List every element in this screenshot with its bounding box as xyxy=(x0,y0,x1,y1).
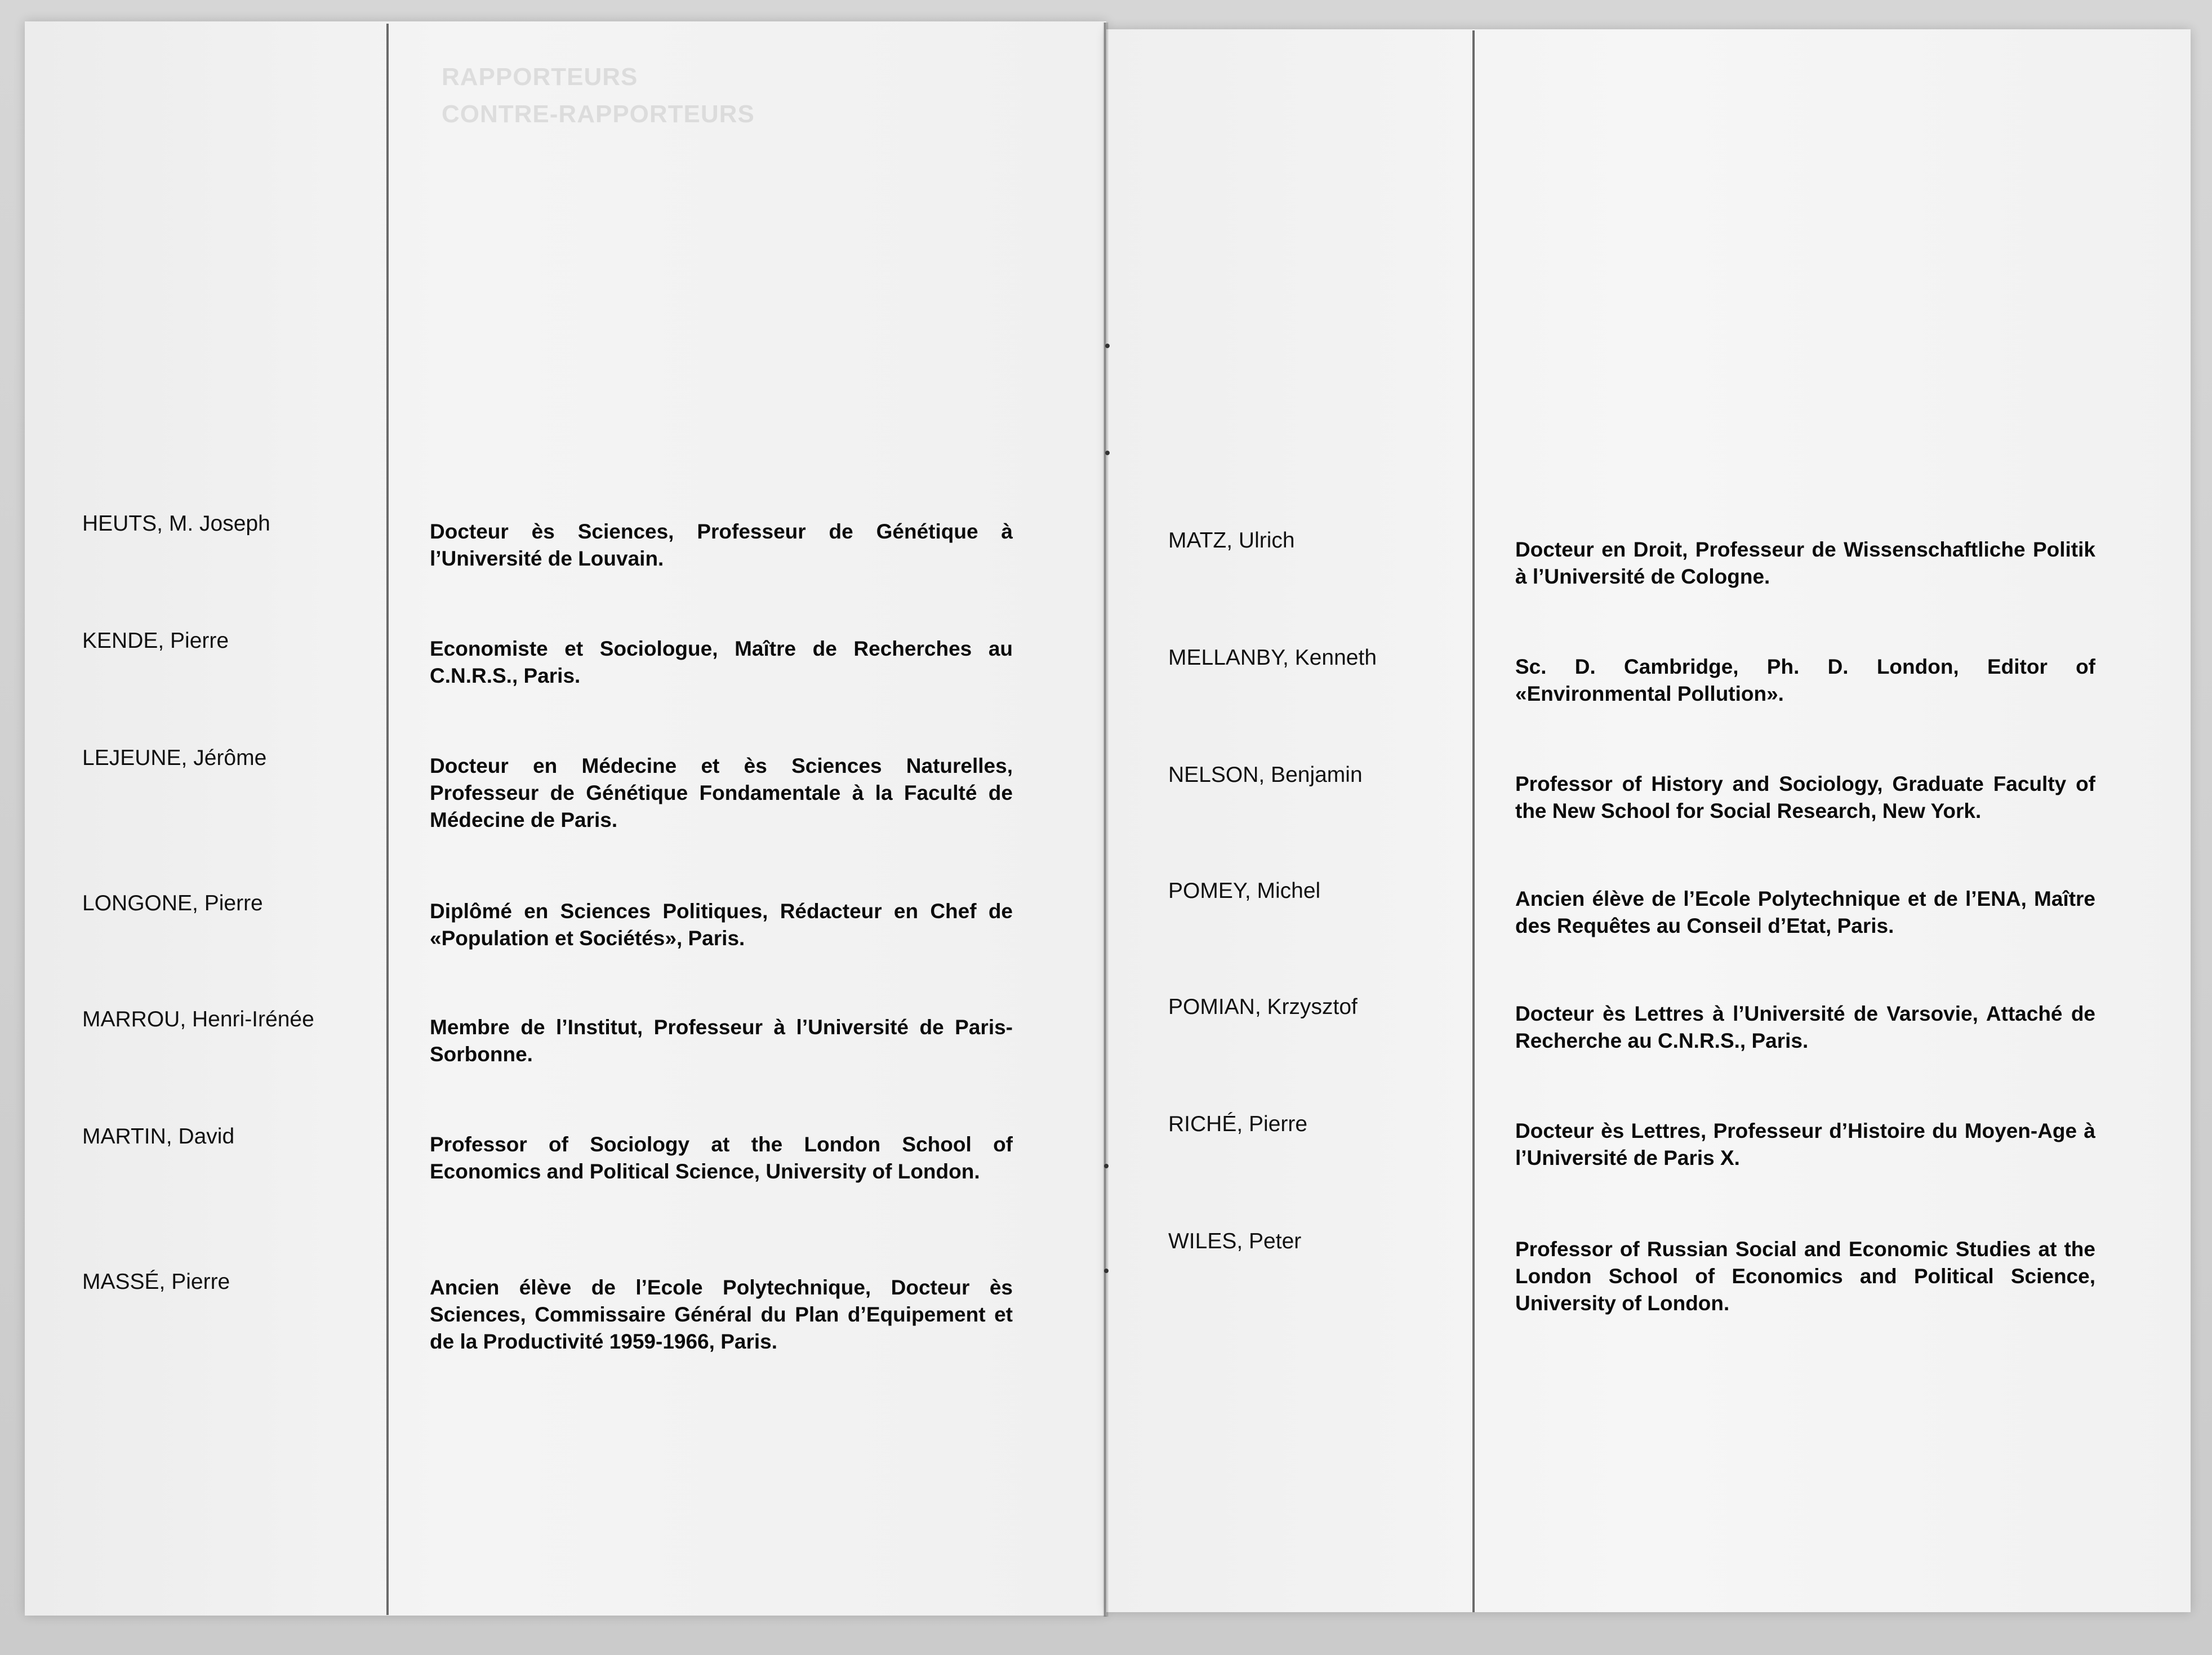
entry-name: POMEY, Michel xyxy=(1168,879,1321,903)
entry-name: MELLANBY, Kenneth xyxy=(1168,646,1377,670)
entry-description: Docteur en Médecine et ès Sciences Naturelles, Professeur de Génétique Fondamentale à la Faculté de Médecine de Paris. xyxy=(430,754,1013,831)
entry-description: Docteur ès Lettres à l’Université de Varsovie, Attaché de Recherche au C.N.R.S., Paris. xyxy=(1515,1002,2095,1052)
entry-name: LONGONE, Pierre xyxy=(82,891,263,915)
binding-mark xyxy=(1104,1164,1109,1168)
faded-header-line-2: CONTRE-RAPPORTEURS xyxy=(442,100,755,128)
entry-description: Diplômé en Sciences Politiques, Rédacteur en Chef de «Population et Sociétés», Paris. xyxy=(430,900,1013,950)
faded-header-line-1: RAPPORTEURS xyxy=(442,63,638,91)
entry-description: Docteur ès Lettres, Professeur d’Histoire du Moyen-Age à l’Université de Paris X. xyxy=(1515,1119,2095,1169)
binding-mark xyxy=(1104,1269,1109,1273)
entry-name: MARTIN, David xyxy=(82,1124,235,1149)
left-page-column-rule xyxy=(386,24,389,1615)
right-page-column-rule xyxy=(1472,30,1475,1612)
entry-description: Ancien élève de l’Ecole Polytechnique et de l’ENA, Maître des Requêtes au Conseil d’Etat, Paris. xyxy=(1515,887,2095,937)
entry-name: RICHÉ, Pierre xyxy=(1168,1112,1308,1136)
binding-mark xyxy=(1105,344,1110,348)
entry-name: MASSÉ, Pierre xyxy=(82,1270,230,1294)
entry-name: HEUTS, M. Joseph xyxy=(82,511,270,536)
entry-name: LEJEUNE, Jérôme xyxy=(82,746,267,770)
entry-name: MATZ, Ulrich xyxy=(1168,528,1295,553)
entry-name: NELSON, Benjamin xyxy=(1168,763,1363,787)
entry-description: Docteur en Droit, Professeur de Wissenschaftliche Politik à l’Université de Cologne. xyxy=(1515,538,2095,588)
entry-description: Ancien élève de l’Ecole Polytechnique, Docteur ès Sciences, Commissaire Général du Plan d’Equipement et de la Productivité 1959-1966, Paris. xyxy=(430,1276,1013,1353)
entry-name: POMIAN, Krzysztof xyxy=(1168,995,1358,1019)
entry-description: Professor of Russian Social and Economic Studies at the London School of Economics and Political Science, University of London. xyxy=(1515,1238,2095,1315)
entry-name: KENDE, Pierre xyxy=(82,629,229,653)
binding-mark xyxy=(1105,451,1110,455)
entry-description: Sc. D. Cambridge, Ph. D. London, Editor of «Environmental Pollution». xyxy=(1515,655,2095,705)
entry-name: MARROU, Henri-Irénée xyxy=(82,1007,314,1031)
entry-description: Docteur ès Sciences, Professeur de Génétique à l’Université de Louvain. xyxy=(430,520,1013,570)
entry-description: Professor of Sociology at the London School of Economics and Political Science, University of London. xyxy=(430,1133,1013,1183)
entry-description: Membre de l’Institut, Professeur à l’Université de Paris-Sorbonne. xyxy=(430,1016,1013,1066)
left-page-edge-rule xyxy=(1104,23,1106,1617)
entry-name: WILES, Peter xyxy=(1168,1229,1302,1253)
entry-description: Economiste et Sociologue, Maître de Recherches au C.N.R.S., Paris. xyxy=(430,637,1013,687)
entry-description: Professor of History and Sociology, Graduate Faculty of the New School for Social Research, New York. xyxy=(1515,772,2095,822)
